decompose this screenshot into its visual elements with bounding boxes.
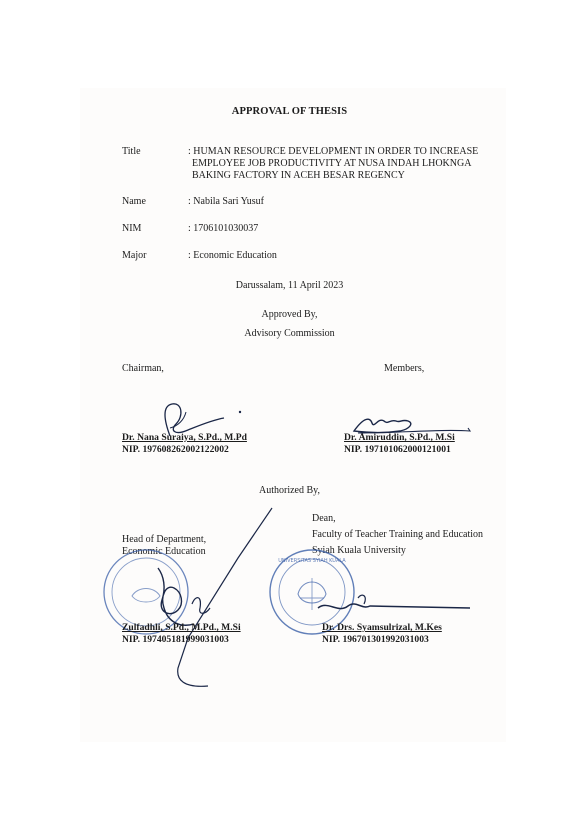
faculty-stamp-icon bbox=[258, 548, 478, 648]
nim-value: : 1706101030037 bbox=[188, 223, 259, 234]
major-label: Major bbox=[122, 250, 147, 261]
authorized-by: Authorized By, bbox=[258, 485, 320, 496]
nim-label: NIM bbox=[122, 223, 142, 234]
advisory-commission: Advisory Commission bbox=[244, 328, 335, 339]
major-value: : Economic Education bbox=[188, 250, 277, 261]
dean-title-line3: Syiah Kuala University bbox=[312, 545, 406, 556]
stamp-text: UNIVERSITAS SYIAH KUALA bbox=[278, 558, 346, 564]
chairman-name: Dr. Nana Suraiya, S.Pd., M.Pd bbox=[122, 432, 247, 443]
members-label: Members, bbox=[384, 363, 425, 374]
member-name: Dr. Amiruddin, S.Pd., M.Si bbox=[344, 432, 455, 443]
title-value-line2: EMPLOYEE JOB PRODUCTIVITY AT NUSA INDAH LHOKNGA bbox=[192, 158, 472, 169]
name-label: Name bbox=[122, 196, 146, 207]
title-label: Title bbox=[122, 146, 141, 157]
head-title-line1: Head of Department, bbox=[122, 534, 207, 545]
dean-name: Dr. Drs. Syamsulrizal, M.Kes bbox=[322, 622, 442, 633]
department-stamp-icon bbox=[98, 548, 228, 688]
head-title-line2: Economic Education bbox=[122, 546, 206, 557]
chairman-nip: NIP. 197608262002122002 bbox=[122, 444, 229, 455]
title-value-line1: : HUMAN RESOURCE DEVELOPMENT IN ORDER TO INCREASE bbox=[188, 146, 479, 157]
member-nip: NIP. 197101062000121001 bbox=[344, 444, 451, 455]
dean-title-line1: Dean, bbox=[312, 513, 336, 524]
head-name: Zulfadhli, S.Pd., M.Pd., M.Si bbox=[122, 622, 241, 633]
approved-by: Approved By, bbox=[261, 309, 318, 320]
dean-nip: NIP. 196701301992031003 bbox=[322, 634, 429, 645]
page-title: APPROVAL OF THESIS bbox=[231, 106, 348, 117]
title-value-line3: BAKING FACTORY IN ACEH BESAR REGENCY bbox=[192, 170, 405, 181]
name-value: : Nabila Sari Yusuf bbox=[188, 196, 265, 207]
dean-title-line2: Faculty of Teacher Training and Education bbox=[312, 529, 484, 540]
place-date: Darussalam, 11 April 2023 bbox=[235, 280, 344, 291]
chairman-label: Chairman, bbox=[122, 363, 164, 374]
head-nip: NIP. 197405181999031003 bbox=[122, 634, 229, 645]
